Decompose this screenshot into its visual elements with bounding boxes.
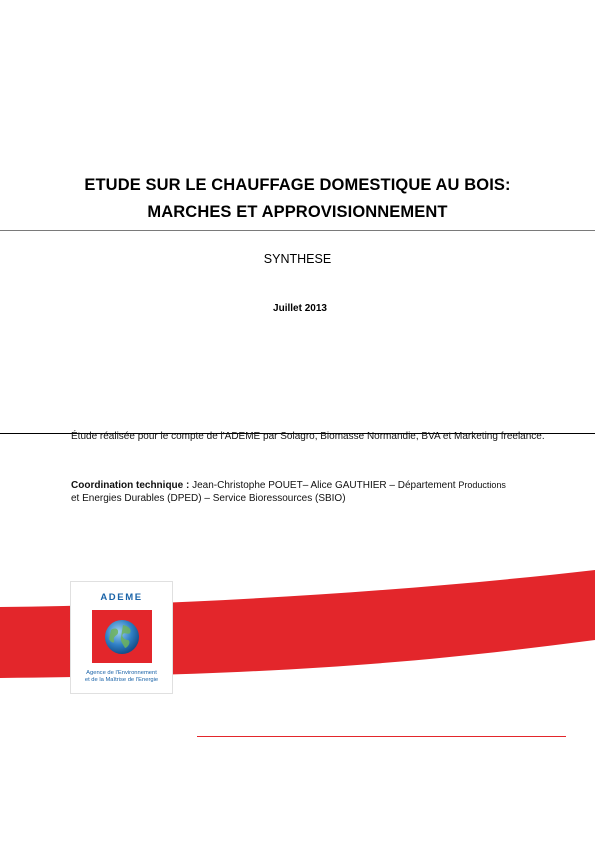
logo-tagline	[71, 670, 172, 684]
credits-paragraph: Étude réalisée pour le compte de l'ADEME par Solagro, Biomasse Normandie, BVA et Marketing freelance.	[71, 431, 545, 442]
coordination-label: Coordination technique :	[71, 480, 190, 491]
coordination-text-line2: et Energies Durables (DPED) – Service Bioressources (SBIO)	[71, 493, 346, 504]
coordination-paragraph	[71, 479, 558, 505]
footer-red-rule	[197, 736, 566, 737]
logo-name: ADEME	[100, 592, 143, 603]
document-title-line-2: MARCHES ET APPROVISIONNEMENT	[147, 203, 448, 221]
globe-icon	[102, 617, 142, 657]
logo-tagline-line1: Agence de l'Environnement	[86, 670, 157, 676]
coordination-text: Jean-Christophe POUET– Alice GAUTHIER – Département	[189, 480, 459, 491]
document-date: Juillet 2013	[273, 303, 327, 314]
logo-tagline-line2: et de la Maîtrise de l'Energie	[84, 677, 159, 683]
coordination-text-small: Productions	[458, 480, 506, 490]
document-title-line-1: ETUDE SUR LE CHAUFFAGE DOMESTIQUE AU BOIS:	[84, 176, 511, 194]
logo-red-square	[92, 610, 152, 663]
title-divider	[0, 230, 595, 231]
ademe-logo	[71, 582, 172, 693]
document-subtitle: SYNTHESE	[263, 252, 332, 266]
